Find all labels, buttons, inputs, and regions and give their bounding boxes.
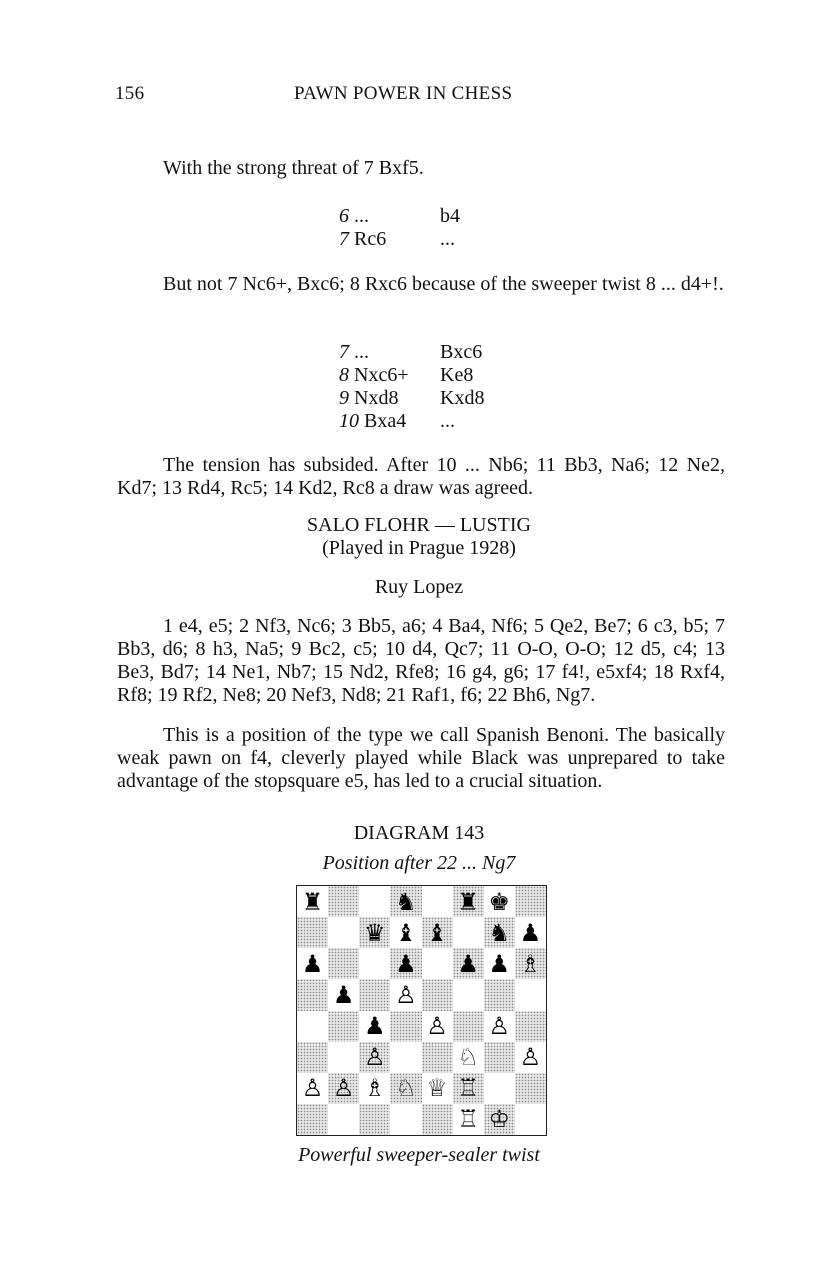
square-b7 (328, 917, 359, 948)
chess-board (296, 885, 547, 1136)
black-bishop-icon: ♝ (426, 918, 448, 947)
square-f3 (453, 1042, 484, 1073)
square-h8 (515, 886, 546, 917)
black-pawn-icon: ♟ (301, 949, 324, 978)
white-knight-icon: ♘ (395, 1074, 417, 1103)
square-e5 (422, 979, 453, 1010)
white-king-icon: ♔ (488, 1105, 511, 1134)
square-b4 (328, 1011, 359, 1042)
square-h4 (515, 1011, 546, 1042)
page-number: 156 (115, 83, 145, 104)
square-f1 (453, 1104, 484, 1135)
white-rook-icon: ♖ (457, 1105, 479, 1134)
square-d7 (390, 917, 421, 948)
square-f6 (453, 948, 484, 979)
square-a7 (297, 917, 328, 948)
square-d6 (390, 948, 421, 979)
square-h7 (515, 917, 546, 948)
white-pawn-icon: ♙ (519, 1043, 542, 1072)
square-e7 (422, 917, 453, 948)
square-c3 (359, 1042, 390, 1073)
square-c7 (359, 917, 390, 948)
square-b5 (328, 979, 359, 1010)
black-rook-icon: ♜ (301, 887, 324, 916)
square-c2 (359, 1073, 390, 1104)
square-a2 (297, 1073, 328, 1104)
square-g5 (484, 979, 515, 1010)
black-rook-icon: ♜ (457, 887, 479, 916)
diagram-title: DIAGRAM 143 (353, 822, 485, 844)
square-e6 (422, 948, 453, 979)
square-g4 (484, 1011, 515, 1042)
square-c8 (359, 886, 390, 917)
game-moves: 1 e4, e5; 2 Nf3, Nc6; 3 Bb5, a6; 4 Ba4, Nf6; 5 Qe2, Be7; 6 c3, b5; 7 Bb3, d6; 8 h3, Na5; 9 Bc2, c5; 10 d4, Qc7; 11 O-O, O-O; 12 d5, c4; 13 Be3, Bd7; 14 Ne1, Nb7; 15 Nd2, Rfe8; 16 g4, g6; 17 f4!, e5xf4; 18 Rxf4, Rf8; 19 Rf2, Ne8; 20 Nef3, Nd8; 21 Raf1, f6; 22 Bh6, Ng7. (117, 615, 725, 706)
square-g2 (484, 1073, 515, 1104)
running-title: PAWN POWER IN CHESS (294, 83, 513, 104)
square-a5 (297, 979, 328, 1010)
intro-line: With the strong threat of 7 Bxf5. (163, 157, 424, 179)
square-e4 (422, 1011, 453, 1042)
square-d3 (390, 1042, 421, 1073)
square-g8 (484, 886, 515, 917)
black-knight-icon: ♞ (395, 887, 417, 916)
diagram-subtitle: Position after 22 ... Ng7 (322, 852, 516, 874)
square-d5 (390, 979, 421, 1010)
black-king-icon: ♚ (488, 887, 511, 916)
paragraph-1: But not 7 Nc6+, Bxc6; 8 Rxc6 because of the sweeper twist 8 ... d4+!. (163, 273, 724, 295)
black-pawn-icon: ♟ (364, 1012, 386, 1041)
square-f2 (453, 1073, 484, 1104)
white-knight-icon: ♘ (457, 1043, 479, 1072)
square-c6 (359, 948, 390, 979)
black-pawn-icon: ♟ (332, 980, 355, 1009)
square-h3 (515, 1042, 546, 1073)
square-g7 (484, 917, 515, 948)
square-c4 (359, 1011, 390, 1042)
black-pawn-icon: ♟ (457, 949, 479, 978)
square-c5 (359, 979, 390, 1010)
square-a3 (297, 1042, 328, 1073)
square-e3 (422, 1042, 453, 1073)
square-e1 (422, 1104, 453, 1135)
opening-name: Ruy Lopez (374, 576, 464, 598)
square-b3 (328, 1042, 359, 1073)
white-pawn-icon: ♙ (301, 1074, 324, 1103)
square-h2 (515, 1073, 546, 1104)
diagram-caption: Powerful sweeper-sealer twist (298, 1144, 540, 1166)
square-d1 (390, 1104, 421, 1135)
white-pawn-icon: ♙ (395, 980, 417, 1009)
white-rook-icon: ♖ (457, 1074, 479, 1103)
black-pawn-icon: ♟ (519, 918, 542, 947)
square-a6 (297, 948, 328, 979)
game-players: SALO FLOHR — LUSTIG (307, 514, 531, 536)
white-pawn-icon: ♙ (364, 1043, 386, 1072)
square-b6 (328, 948, 359, 979)
square-b2 (328, 1073, 359, 1104)
black-pawn-icon: ♟ (488, 949, 511, 978)
black-queen-icon: ♛ (364, 918, 386, 947)
square-f4 (453, 1011, 484, 1042)
square-h6 (515, 948, 546, 979)
black-knight-icon: ♞ (488, 918, 511, 947)
square-a4 (297, 1011, 328, 1042)
square-d8 (390, 886, 421, 917)
white-queen-icon: ♕ (426, 1074, 448, 1103)
square-g6 (484, 948, 515, 979)
square-f7 (453, 917, 484, 948)
white-bishop-icon: ♗ (519, 949, 542, 978)
paragraph-3: This is a position of the type we call Spanish Benoni. The basically weak pawn on f4, cleverly played while Black was unprepared to take advantage of the stopsquare e5, has led to a crucial situation. (117, 724, 725, 792)
square-c1 (359, 1104, 390, 1135)
square-h5 (515, 979, 546, 1010)
square-e8 (422, 886, 453, 917)
square-g3 (484, 1042, 515, 1073)
square-h1 (515, 1104, 546, 1135)
square-d2 (390, 1073, 421, 1104)
square-b8 (328, 886, 359, 917)
square-a8 (297, 886, 328, 917)
white-bishop-icon: ♗ (364, 1074, 386, 1103)
square-b1 (328, 1104, 359, 1135)
white-pawn-icon: ♙ (488, 1012, 511, 1041)
square-e2 (422, 1073, 453, 1104)
square-f8 (453, 886, 484, 917)
square-g1 (484, 1104, 515, 1135)
black-pawn-icon: ♟ (395, 949, 417, 978)
square-a1 (297, 1104, 328, 1135)
black-bishop-icon: ♝ (395, 918, 417, 947)
white-pawn-icon: ♙ (426, 1012, 448, 1041)
square-f5 (453, 979, 484, 1010)
paragraph-2: The tension has subsided. After 10 ... Nb6; 11 Bb3, Na6; 12 Ne2, Kd7; 13 Rd4, Rc5; 14 Kd2, Rc8 a draw was agreed. (117, 454, 725, 499)
game-event: (Played in Prague 1928) (322, 537, 516, 559)
square-d4 (390, 1011, 421, 1042)
white-pawn-icon: ♙ (332, 1074, 355, 1103)
